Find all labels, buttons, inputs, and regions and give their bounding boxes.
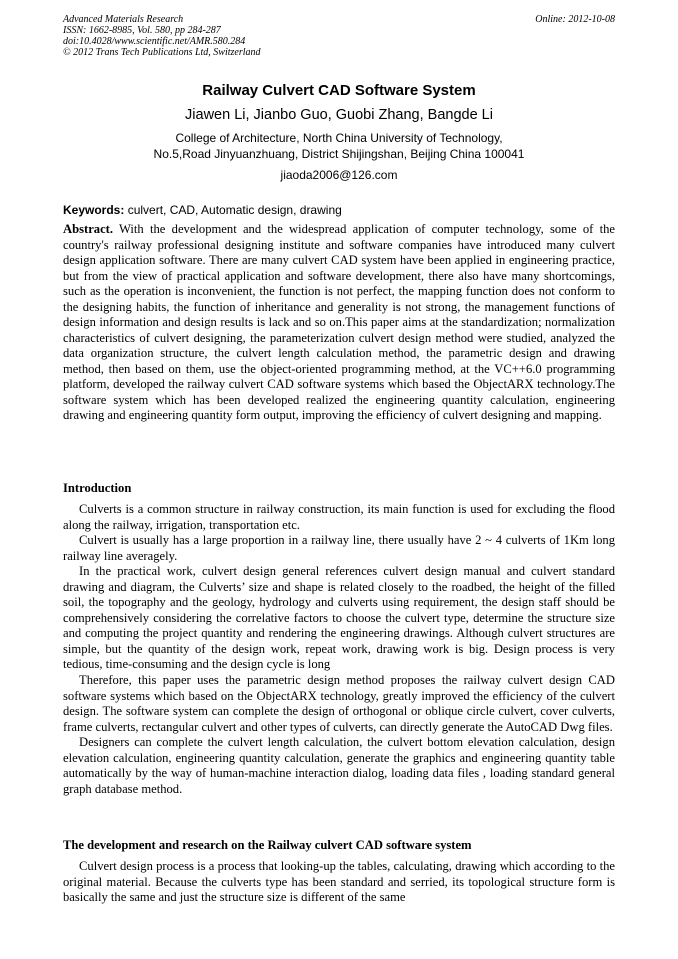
introduction-body (63, 502, 615, 797)
intro-paragraph: In the practical work, culvert design general references culvert design manual and culvert standard drawing and diagram, the Culverts’ size and shape is related closely to the roadbed, the height of the filled soil, the topography and the geology, hydrology and culverts using requirement, the design staff should be comprehensively considering the correlative factors to choose the culvert type, determine the structure size and computing the project quantity and rendering the engineering drawings. Although culvert structures are simple, but the quantity of the design work, repeat work, drawing work is big. Design process is very tedious, time-consuming and the design cycle is long (63, 564, 615, 672)
online-date: Online: 2012-10-08 (535, 14, 615, 25)
journal-header (63, 14, 615, 58)
abstract-text: With the development and the widespread application of computer technology, some of the country's railway professional designing institute and software companies have introduced many culvert design application software. There are many culvert CAD system have been applied in engineering practice, but from the view of practical application and software development, there also have many shortcomings, such as the operation is inconvenient, the function is not perfect, the mapping function does not conform to the designing habits, the function of inheritance and generality is not strong, the management functions of design information and design results is lack and so on.This paper aims at the standardization; normalization characteristics of culvert designing, the parameterization culvert design method were studied, analyzed the data organization structure, the culvert length calculation method, the parametric design and drawing method, then based on them, use the object-oriented programming method, at the VC++6.0 programming platform, developed the railway culvert CAD software systems which based the ObjectARX technology.The software system which has been developed realized the engineering quantity calculation, engineering drawing and engineering quantity form output, improving the efficiency of culvert designing and mapping. (63, 222, 615, 422)
intro-paragraph: Designers can complete the culvert length calculation, the culvert bottom elevation calculation, design elevation calculation, engineering quantity calculation, generate the graphics and engineering quantity table automatically by the way of human-machine interaction dialog, loading data files , loading standard general graph database method. (63, 735, 615, 796)
keywords (63, 203, 615, 217)
development-heading: The development and research on the Railway culvert CAD software system (63, 838, 472, 852)
intro-paragraph: Culverts is a common structure in railway construction, its main function is used for excluding the flood along the railway, irrigation, transportation etc. (63, 502, 615, 532)
author-list: Jiawen Li, Jianbo Guo, Guobi Zhang, Bangde Li (185, 107, 493, 123)
affiliation-line-1: College of Architecture, North China University of Technology, (175, 131, 503, 145)
journal-name: Advanced Materials Research (63, 14, 184, 25)
abstract-label: Abstract. (63, 222, 114, 236)
paper-title: Railway Culvert CAD Software System (202, 82, 476, 99)
affiliation (63, 130, 615, 162)
intro-paragraph: Culvert is usually has a large proportion in a railway line, there usually have 2 ~ 4 culverts of 1Km long railway line averagely. (63, 533, 615, 563)
author-email: jiaoda2006@126.com (280, 168, 398, 182)
development-paragraph: Culvert design process is a process that looking-up the tables, calculating, drawing which according to the original material. Because the culverts type has been standard and serried, its topological structure form is basically the same and just the structure size is different of the same (63, 859, 615, 905)
introduction-heading: Introduction (63, 481, 132, 495)
keywords-label: Keywords: (63, 203, 125, 217)
issn-line: ISSN: 1662-8985, Vol. 580, pp 284-287 (63, 25, 221, 36)
abstract (63, 222, 615, 424)
affiliation-line-2: No.5,Road Jinyuanzhuang, District Shijingshan, Beijing China 100041 (153, 147, 525, 161)
keywords-text: culvert, CAD, Automatic design, drawing (124, 203, 342, 217)
development-body (63, 859, 615, 906)
copyright-line: © 2012 Trans Tech Publications Ltd, Switzerland (63, 47, 261, 58)
doi-line: doi:10.4028/www.scientific.net/AMR.580.284 (63, 36, 246, 47)
intro-paragraph: Therefore, this paper uses the parametric design method proposes the railway culvert design CAD software systems which based on the ObjectARX technology, greatly improved the efficiency of the culvert design. The software system can complete the design of orthogonal or oblique circle culvert, cover culverts, frame culverts, rectangular culvert and other types of culverts, can directly generate the AutoCAD Dwg files. (63, 673, 615, 734)
